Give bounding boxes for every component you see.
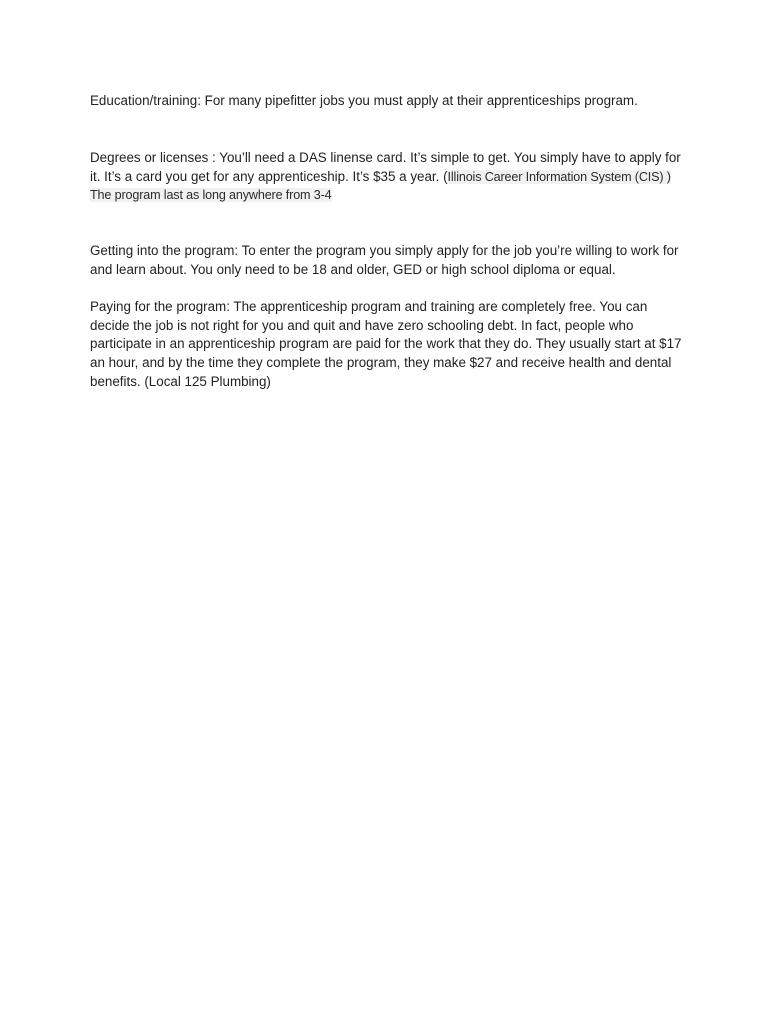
degrees-text: Degrees or licenses : You’ll need a DAS linense card. It’s simple to get. You simply have to apply for it. It’s a card you get for any apprenticeship. It’s $35 a year. ( (90, 150, 681, 184)
paragraph-education-training: Education/training: For many pipefitter jobs you must apply at their apprenticeships program. (90, 93, 638, 108)
citation-highlight: Illinois Career Information System (CIS) ) The program last as long anywhere from 3-4 (90, 169, 671, 203)
paragraph-paying-for-program: Paying for the program: The apprenticeship program and training are completely free. You can decide the job is not right for you and quit and have zero schooling debt. In fact, people who participate in an apprenticeship program are paid for the work that they do. They usually start at $17 an hour, and by the time they complete the program, they make $27 and receive health and dental benefits. (Local 125 Plumbing) (90, 299, 682, 389)
paragraph-degrees-licenses (90, 149, 690, 205)
paragraph-getting-into-program: Getting into the program: To enter the program you simply apply for the job you’re willing to work for and learn about. You only need to be 18 and older, GED or high school diploma or equal. (90, 243, 679, 277)
